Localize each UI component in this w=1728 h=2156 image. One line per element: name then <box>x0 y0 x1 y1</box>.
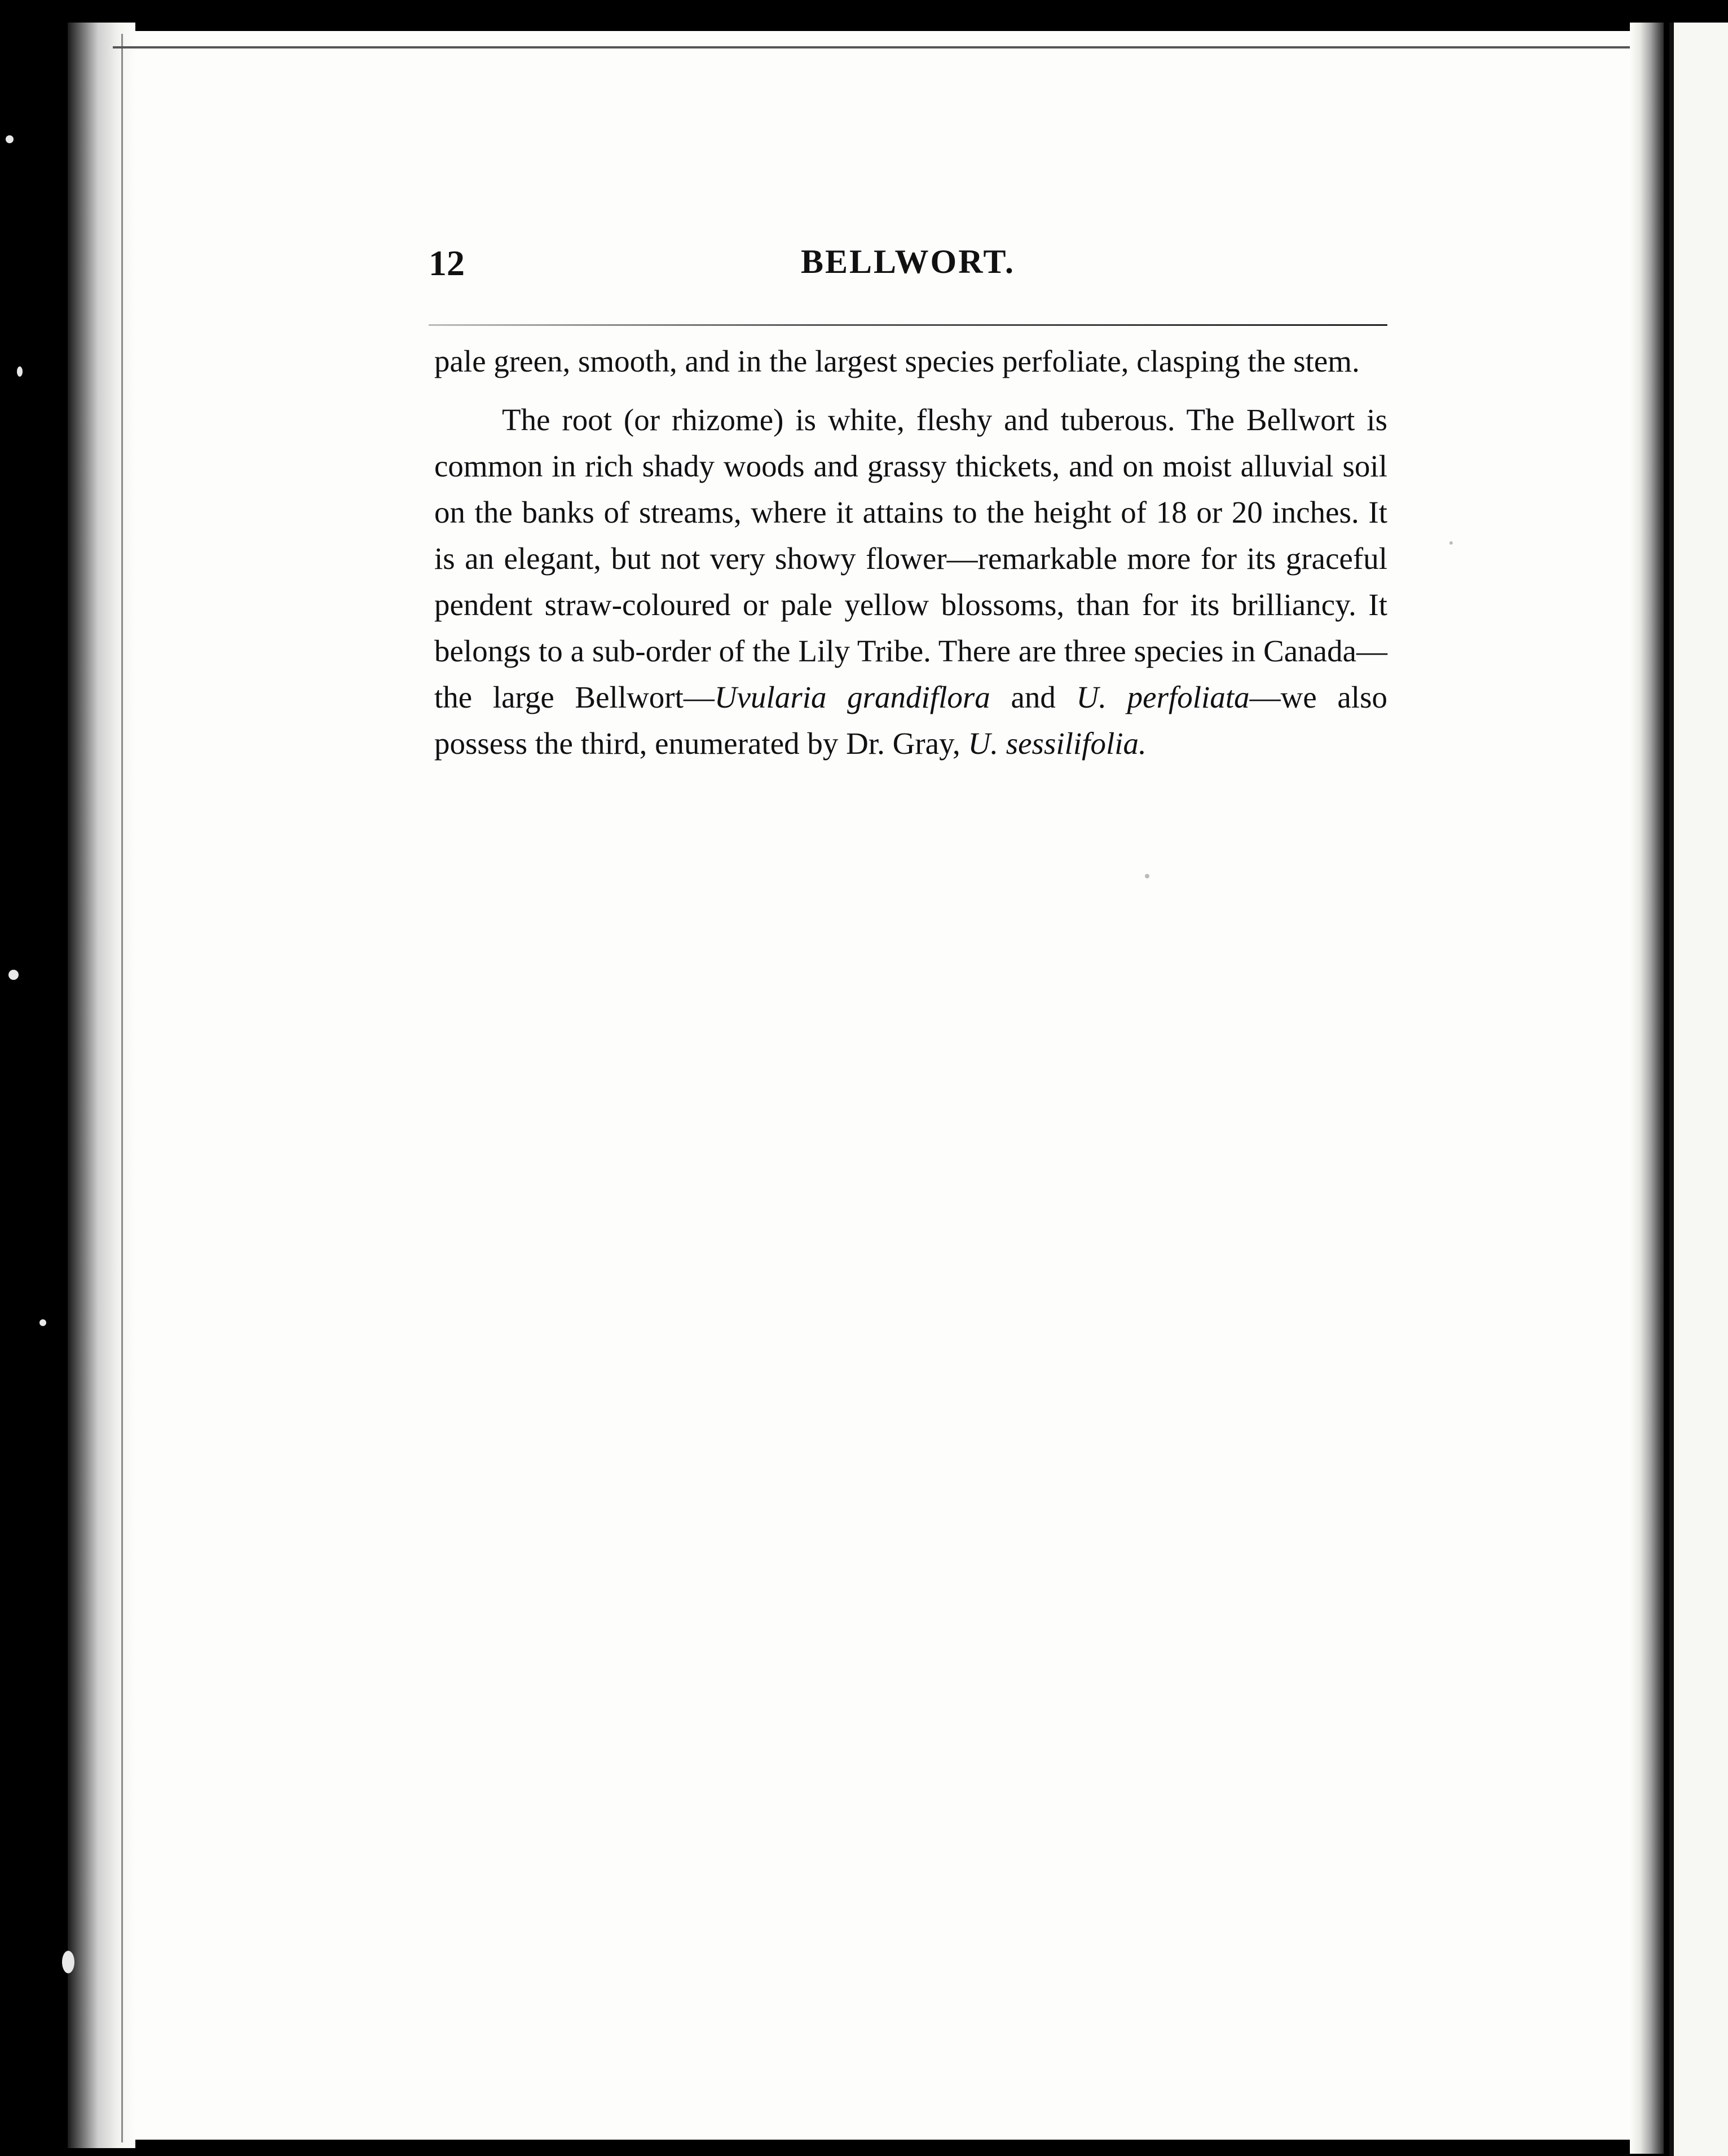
page-edge-line-left <box>121 34 123 2142</box>
page-number: 12 <box>429 243 465 283</box>
header-rule <box>429 324 1387 326</box>
page-title: BELLWORT. <box>800 243 1016 280</box>
species-name-sessilifolia: U. sessilifolia. <box>968 726 1147 761</box>
scan-speck <box>8 970 19 980</box>
scan-speck <box>39 1319 46 1326</box>
scan-speck <box>1449 541 1453 545</box>
paragraph-2 <box>434 397 1387 767</box>
next-page-edge <box>1669 23 1728 2156</box>
species-name-perfoliata: U. perfoliata <box>1076 680 1250 714</box>
running-head <box>429 242 1387 304</box>
scan-speck <box>62 1951 74 1973</box>
paragraph-2-text-3: —we also possess the third, enumerated by Dr. Gray, <box>434 680 1387 761</box>
page-gutter <box>68 23 135 2148</box>
page-right-edge <box>1630 23 1664 2154</box>
page-edge-line-top <box>113 46 1630 48</box>
paragraph-1: pale green, smooth, and in the largest species perfoliate, clasping the stem. <box>434 344 1360 378</box>
scan-speck <box>17 366 23 377</box>
paragraph-2-text-2: and <box>990 680 1077 714</box>
paragraph-2-text-1: The root (or rhizome) is white, fleshy and tuberous. The Bellwort is common in rich shady woods and grassy thickets, and on moist alluvial soil on the banks of streams, where it attains to the height of 18 or 20 inches. It is an elegant, but not very showy flower—remarkable more for its graceful pendent straw-coloured or pale yellow blossoms, than for its brilliancy. It belongs to a sub-order of the Lily Tribe. There are three species in Canada—the large Bellwort— <box>434 403 1387 714</box>
scan-speck <box>6 135 14 143</box>
scan-speck <box>1145 874 1149 878</box>
body-text <box>434 338 1387 767</box>
species-name-grandiflora: Uvularia grandiflora <box>714 680 990 714</box>
